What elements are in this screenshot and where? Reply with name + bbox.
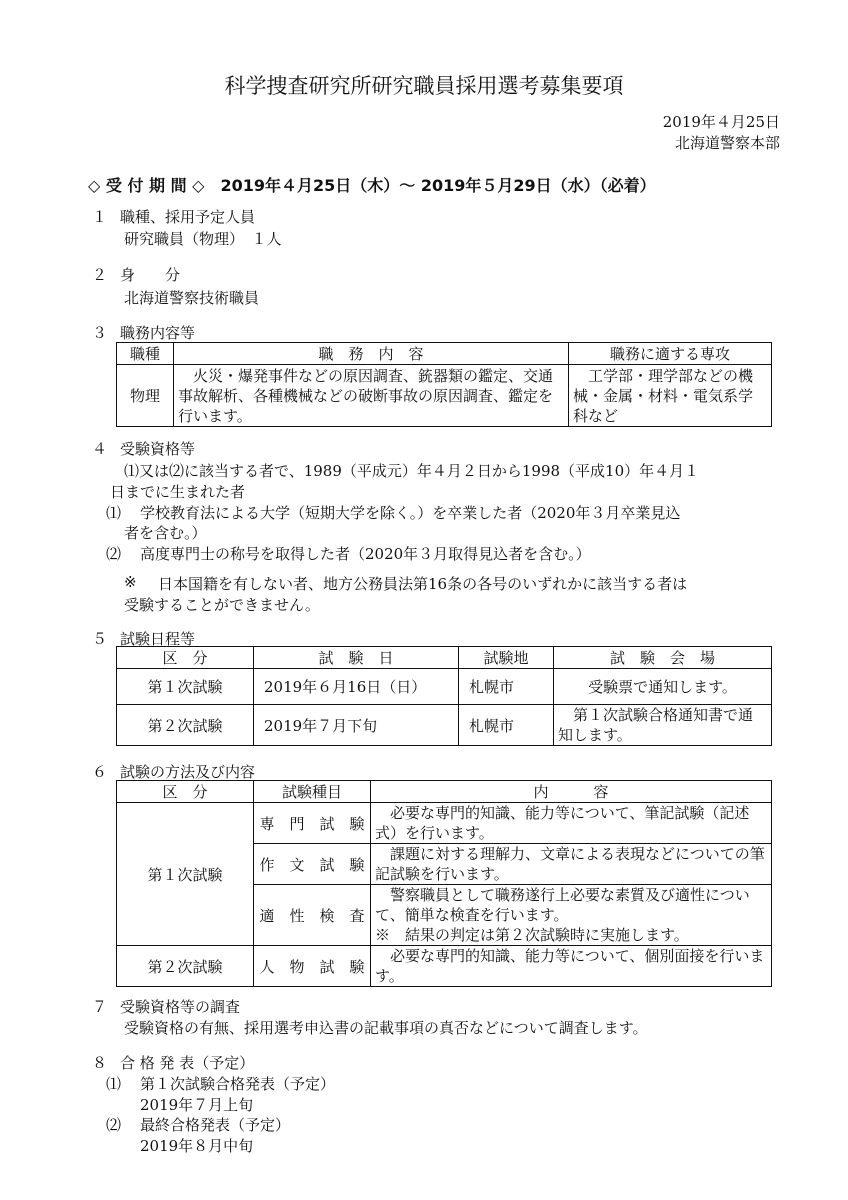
exam-place: 札幌市 xyxy=(459,705,554,746)
section-2-heading xyxy=(92,264,180,285)
exam-description: 必要な専門的知識、能力等について、個別面接を行います。 xyxy=(371,946,772,987)
table-row xyxy=(117,705,772,746)
job-duty: 火災・爆発事件などの原因調査、銃器類の鑑定、交通事故解析、各種機械などの破断事故の原因調査、鑑定を行います。 xyxy=(174,365,569,427)
exam-type: 専 門 試 験 xyxy=(254,803,371,844)
table-row xyxy=(117,803,772,844)
section-title: 試験日程等 xyxy=(120,630,196,648)
exam-description: 課題に対する理解力、文章による表現などについての筆記試験を行います。 xyxy=(371,844,772,885)
exam-description-cell xyxy=(371,885,772,946)
section-number: ６ xyxy=(92,763,108,781)
table-row xyxy=(117,946,772,987)
application-period: ◇ 受 付 期 間 ◇ 2019年４月25日（木）～ 2019年５月29日（水）（必着） xyxy=(88,176,656,195)
col-header: 職務に適する専攻 xyxy=(569,343,772,365)
exam-note: ※ 結果の判定は第２次試験時に実施します。 xyxy=(375,926,689,944)
exam-date: 2019年７月下旬 xyxy=(254,705,459,746)
announcement-2-mark: ⑵ xyxy=(106,1116,122,1134)
section-1-heading xyxy=(92,206,255,227)
issue-date: 2019年４月25日 xyxy=(662,113,780,131)
eligibility-item-2: 高度専門士の称号を取得した者（2020年３月取得見込者を含む。） xyxy=(140,545,591,563)
exam-type: 作 文 試 験 xyxy=(254,844,371,885)
section-title: 試験の方法及び内容 xyxy=(120,763,256,781)
announcement-1: 第１次試験合格発表（予定） xyxy=(140,1075,336,1093)
section-title: 受験資格等 xyxy=(120,440,196,458)
col-header: 試験種目 xyxy=(254,781,371,803)
col-header: 試験地 xyxy=(459,647,554,669)
section-3-heading xyxy=(92,322,195,343)
col-header: 職種 xyxy=(117,343,174,365)
col-header: 区 分 xyxy=(117,647,254,669)
table-row xyxy=(117,669,772,705)
section-number: １ xyxy=(92,208,108,226)
exam-type: 適 性 検 査 xyxy=(254,885,371,946)
section-title: 職務内容等 xyxy=(120,324,196,342)
job-type: 物理 xyxy=(117,365,174,427)
duties-table xyxy=(116,342,772,427)
section-number: ４ xyxy=(92,440,108,458)
section-number: ３ xyxy=(92,324,108,342)
section-1-body: 研究職員（物理） １人 xyxy=(124,230,282,248)
stage: 第２次試験 xyxy=(117,946,254,987)
section-title: 身 分 xyxy=(120,266,181,284)
eligibility-intro-line2: 日までに生まれた者 xyxy=(110,483,246,501)
method-table xyxy=(116,780,772,987)
eligibility-note-mark: ※ xyxy=(124,573,137,591)
announcement-2-date: 2019年８月中旬 xyxy=(140,1137,254,1155)
section-7-heading xyxy=(92,996,240,1017)
section-title: 受験資格等の調査 xyxy=(120,998,241,1016)
section-2-body: 北海道警察技術職員 xyxy=(124,289,260,307)
exam-description: 必要な専門的知識、能力等について、筆記試験（記述式）を行います。 xyxy=(371,803,772,844)
section-number: ８ xyxy=(92,1054,108,1072)
announcement-2: 最終合格発表（予定） xyxy=(140,1116,291,1134)
page-title: 科学捜査研究所研究職員採用選考募集要項 xyxy=(224,74,624,98)
eligibility-note-line1: 日本国籍を有しない者、地方公務員法第16条の各号のいずれかに該当する者は xyxy=(158,575,688,593)
col-header: 試 験 会 場 xyxy=(554,647,772,669)
eligibility-note-line2: 受験することができません。 xyxy=(124,596,320,614)
eligibility-item-1-line1: 学校教育法による大学（短期大学を除く。）を卒業した者（2020年３月卒業見込 xyxy=(140,504,681,522)
section-title: 合 格 発 表（予定） xyxy=(120,1054,255,1072)
section-number: ７ xyxy=(92,998,108,1016)
section-8-heading xyxy=(92,1052,254,1073)
exam-place: 札幌市 xyxy=(459,669,554,705)
col-header: 試 験 日 xyxy=(254,647,459,669)
stage: 第１次試験 xyxy=(117,669,254,705)
section-number: ２ xyxy=(92,266,108,284)
exam-type: 人 物 試 験 xyxy=(254,946,371,987)
exam-description: 警察職員として職務遂行上必要な素質及び適性について、簡単な検査を行います。 xyxy=(375,886,750,924)
stage: 第１次試験 xyxy=(117,803,254,946)
exam-venue: 受験票で通知します。 xyxy=(554,669,772,705)
section-number: ５ xyxy=(92,630,108,648)
col-header: 職 務 内 容 xyxy=(174,343,569,365)
eligibility-item-1-line2: 者を含む。） xyxy=(124,524,207,542)
eligibility-intro-line1: ⑴又は⑵に該当する者で、1989（平成元）年４月２日から1998（平成10）年４月１ xyxy=(124,462,700,480)
section-7-body: 受験資格の有無、採用選考申込書の記載事項の真否などについて調査します。 xyxy=(124,1019,648,1037)
eligibility-item-2-mark: ⑵ xyxy=(106,545,122,563)
stage: 第２次試験 xyxy=(117,705,254,746)
eligibility-item-1-mark: ⑴ xyxy=(106,504,122,522)
section-title: 職種、採用予定人員 xyxy=(120,208,256,226)
job-major: 工学部・理学部などの機械・金属・材料・電気系学科など xyxy=(569,365,772,427)
section-6-heading xyxy=(92,761,255,782)
issuer: 北海道警察本部 xyxy=(674,134,780,152)
announcement-1-date: 2019年７月上旬 xyxy=(140,1096,254,1114)
issue-info xyxy=(663,112,780,154)
section-4-heading xyxy=(92,438,195,459)
col-header: 内 容 xyxy=(371,781,772,803)
schedule-table xyxy=(116,646,772,746)
col-header: 区 分 xyxy=(117,781,254,803)
exam-venue: 第１次試験合格通知書で通知します。 xyxy=(554,705,772,746)
announcement-1-mark: ⑴ xyxy=(106,1075,122,1093)
exam-date: 2019年６月16日（日） xyxy=(254,669,459,705)
